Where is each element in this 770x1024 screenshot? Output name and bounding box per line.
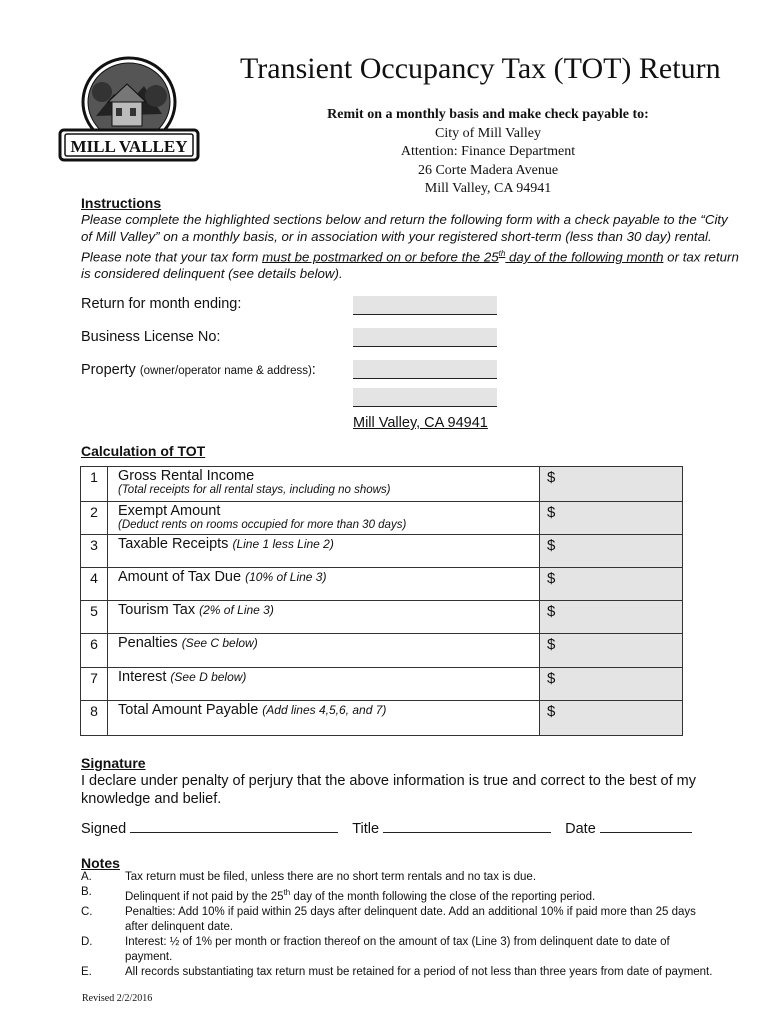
property-colon: : xyxy=(311,362,316,378)
notes-heading: Notes xyxy=(81,855,120,871)
table-row xyxy=(81,467,683,502)
remit-block xyxy=(290,106,686,199)
notes-list xyxy=(81,870,713,980)
row-number: 6 xyxy=(81,634,108,668)
property-label xyxy=(81,362,316,378)
table-row xyxy=(81,701,683,736)
property-name-field[interactable] xyxy=(353,360,497,379)
table-row xyxy=(81,668,683,701)
tot-table xyxy=(80,466,683,736)
title-label: Title xyxy=(352,821,380,837)
city-line: Mill Valley, CA 94941 xyxy=(353,415,488,431)
table-row xyxy=(81,535,683,568)
address-line: 26 Corte Madera Avenue xyxy=(417,162,559,178)
table-row xyxy=(81,601,683,634)
instructions-heading: Instructions xyxy=(81,195,162,211)
row-label: Interest xyxy=(118,669,167,685)
instructions-text xyxy=(81,211,741,282)
amount-field[interactable]: $ xyxy=(540,701,683,736)
row-label: Taxable Receipts xyxy=(118,536,229,552)
row-label: Amount of Tax Due xyxy=(118,569,242,585)
row-description xyxy=(108,668,540,701)
note-letter: E. xyxy=(81,965,92,978)
property-label-text: Property xyxy=(81,362,136,378)
row-sublabel: (Deduct rents on rooms occupied for more than 30 days) xyxy=(118,519,407,531)
amount-field[interactable]: $ xyxy=(540,467,683,502)
row-number: 8 xyxy=(81,701,108,736)
signed-label: Signed xyxy=(81,821,127,837)
row-description xyxy=(108,535,540,568)
row-note: (Line 1 less Line 2) xyxy=(232,537,334,551)
mill-valley-seal-icon xyxy=(56,56,202,168)
logo-text: MILL VALLEY xyxy=(70,137,188,156)
row-number: 2 xyxy=(81,502,108,535)
row-description xyxy=(108,634,540,668)
row-label: Tourism Tax xyxy=(118,602,196,618)
note-text: Penalties: Add 10% if paid within 25 days after delinquent date. Add an additional 10% if paid more than 25 days after delinquent date. xyxy=(125,905,696,933)
table-row xyxy=(81,502,683,535)
return-month-field[interactable] xyxy=(353,296,497,315)
row-sublabel: (Total receipts for all rental stays, including no shows) xyxy=(118,484,391,496)
note-text: day of the month following the close of the reporting period. xyxy=(290,890,596,903)
row-number: 7 xyxy=(81,668,108,701)
note-text: Interest: ½ of 1% per month or fraction thereof on the amount of tax (Line 3) from delinquent date to date of payment. xyxy=(125,935,670,963)
instructions-deadline: must be postmarked on or before the 25 xyxy=(262,249,499,265)
revised-date: Revised 2/2/2016 xyxy=(82,993,153,1004)
return-month-label: Return for month ending: xyxy=(81,296,242,312)
list-item xyxy=(81,965,713,980)
note-letter: C. xyxy=(81,905,93,918)
mill-valley-logo xyxy=(56,56,202,168)
remit-heading: Remit on a monthly basis and make check payable to: xyxy=(327,107,649,122)
note-letter: A. xyxy=(81,871,92,883)
note-text: Tax return must be filed, unless there are no short term rentals and no tax is due. xyxy=(125,871,537,883)
license-field[interactable] xyxy=(353,328,497,347)
amount-field[interactable]: $ xyxy=(540,502,683,535)
property-sublabel: (owner/operator name & address) xyxy=(139,365,312,377)
row-description xyxy=(108,467,540,502)
note-letter: D. xyxy=(81,935,93,948)
instructions-part: or tax return is considered delinquent (see details below). xyxy=(81,249,739,282)
date-field[interactable] xyxy=(600,818,692,833)
row-number: 4 xyxy=(81,568,108,601)
address-line: Mill Valley, CA 94941 xyxy=(424,181,552,196)
row-label: Gross Rental Income xyxy=(118,468,255,484)
date-label: Date xyxy=(565,821,596,837)
amount-field[interactable]: $ xyxy=(540,634,683,668)
note-sup: th xyxy=(283,888,291,897)
signature-heading: Signature xyxy=(81,755,146,771)
signed-field[interactable] xyxy=(130,818,338,833)
row-note: (10% of Line 3) xyxy=(245,570,327,584)
row-number: 5 xyxy=(81,601,108,634)
row-label: Penalties xyxy=(118,635,178,651)
row-note: (Add lines 4,5,6, and 7) xyxy=(262,703,387,717)
row-description xyxy=(108,701,540,736)
license-label: Business License No: xyxy=(81,329,221,345)
row-description xyxy=(108,568,540,601)
amount-field[interactable]: $ xyxy=(540,535,683,568)
row-description xyxy=(108,502,540,535)
address-line: City of Mill Valley xyxy=(435,125,541,141)
declaration-text: I declare under penalty of perjury that the above information is true and correct to the best of my knowledge and belief. xyxy=(81,773,696,807)
row-note: (2% of Line 3) xyxy=(199,603,274,617)
address-line: Attention: Finance Department xyxy=(400,144,576,159)
amount-field[interactable]: $ xyxy=(540,568,683,601)
note-letter: B. xyxy=(81,886,92,898)
list-item xyxy=(81,870,713,885)
calculation-heading: Calculation of TOT xyxy=(81,443,206,459)
property-address-field[interactable] xyxy=(353,388,497,407)
list-item xyxy=(81,935,713,965)
signature-line xyxy=(81,818,692,837)
instructions-sup: th xyxy=(498,249,506,258)
row-number: 3 xyxy=(81,535,108,568)
title-field[interactable] xyxy=(383,818,551,833)
list-item xyxy=(81,905,713,935)
row-note: (See D below) xyxy=(170,670,247,684)
row-label: Total Amount Payable xyxy=(118,702,259,718)
instructions-part: Please complete the highlighted sections below and return the following form with a check payable to the “City of Mill Valley” on a monthly basis, or in association with your registered short-term (less than 30 day) rental. Please note that your tax form xyxy=(81,212,728,265)
table-row xyxy=(81,634,683,668)
amount-field[interactable]: $ xyxy=(540,668,683,701)
page-title: Transient Occupancy Tax (TOT) Return xyxy=(240,52,721,85)
table-row xyxy=(81,568,683,601)
list-item xyxy=(81,885,713,905)
row-description xyxy=(108,601,540,634)
row-label: Exempt Amount xyxy=(118,503,221,519)
row-number: 1 xyxy=(81,467,108,502)
amount-field[interactable]: $ xyxy=(540,601,683,634)
instructions-deadline-2: day of the following month xyxy=(505,249,664,265)
row-note: (See C below) xyxy=(181,636,258,650)
note-text: All records substantiating tax return must be retained for a period of not less than three years from date of payment. xyxy=(125,965,713,978)
note-text: Delinquent if not paid by the 25 xyxy=(125,890,284,903)
